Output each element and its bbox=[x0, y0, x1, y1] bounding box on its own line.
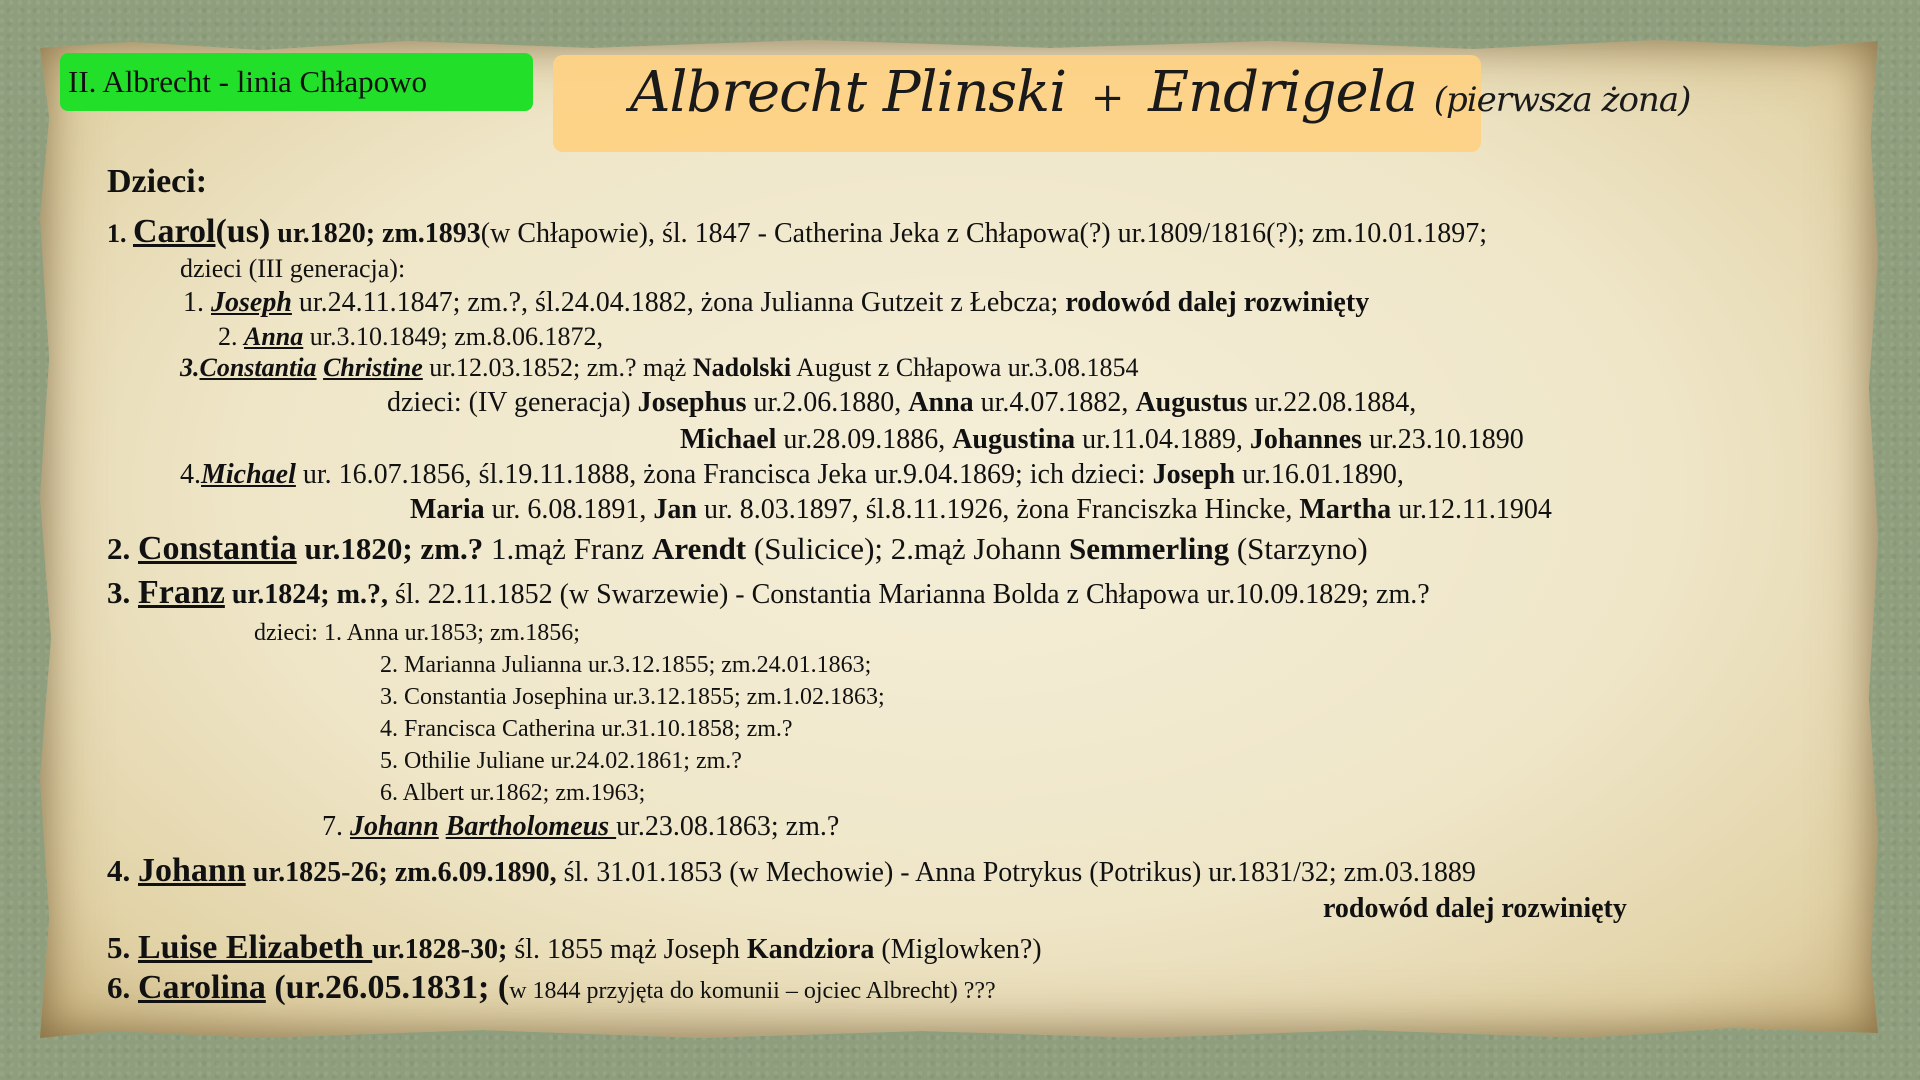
child-3-kid-2: 2. Marianna Julianna ur.3.12.1855; zm.24.01.1863; bbox=[380, 652, 872, 678]
grandchild-3-children-1: dzieci: (IV generacja) Josephus ur.2.06.1880, Anna ur.4.07.1882, Augustus ur.22.08.1884, bbox=[387, 387, 1417, 418]
title-husband: Albrecht Plinski bbox=[630, 60, 1066, 125]
section-badge-label: II. Albrecht - linia Chłapowo bbox=[68, 64, 427, 99]
child-3-line: 3. Franz ur.1824; m.?, śl. 22.11.1852 (w Swarzewie) - Constantia Marianna Bolda z Chłapowa ur.10.09.1829; zm.? bbox=[107, 574, 1430, 611]
child-1-children-heading: dzieci (III generacja): bbox=[180, 254, 406, 283]
title-plus: + bbox=[1090, 75, 1124, 121]
child-4-line: 4. Johann ur.1825-26; zm.6.09.1890, śl. 31.01.1853 (w Mechowie) - Anna Potrykus (Potrikus) ur.1831/32; zm.03.1889 bbox=[107, 852, 1476, 889]
grandchild-1: 1. Joseph ur.24.11.1847; zm.?, śl.24.04.1882, żona Julianna Gutzeit z Łebcza; rodowód dalej rozwinięty bbox=[183, 287, 1370, 318]
grandchild-4-children: Maria ur. 6.08.1891, Jan ur. 8.03.1897, śl.8.11.1926, żona Franciszka Hincke, Martha ur.12.11.1904 bbox=[410, 494, 1552, 525]
child-3-kid-7: 7. Johann Bartholomeus ur.23.08.1863; zm.? bbox=[322, 811, 840, 842]
child-6-name: Carolina bbox=[138, 969, 266, 1006]
child-5-line: 5. Luise Elizabeth ur.1828-30; śl. 1855 mąż Joseph Kandziora (Miglowken?) bbox=[107, 929, 1042, 966]
child-3-kid-6: 6. Albert ur.1862; zm.1963; bbox=[380, 780, 646, 806]
child-3-kid-4: 4. Francisca Catherina ur.31.10.1858; zm.? bbox=[380, 716, 793, 742]
grandchild-3-children-2: Michael ur.28.09.1886, Augustina ur.11.04.1889, Johannes ur.23.10.1890 bbox=[680, 424, 1524, 455]
title-subtitle: (pierwsza żona) bbox=[1433, 80, 1691, 120]
child-6-line: 6. Carolina (ur.26.05.1831; (w 1844 przyjęta do komunii – ojciec Albrecht) ??? bbox=[107, 969, 996, 1006]
child-3-kid-5: 5. Othilie Juliane ur.24.02.1861; zm.? bbox=[380, 748, 742, 774]
grandchild-4: 4.Michael ur. 16.07.1856, śl.19.11.1888, żona Francisca Jeka ur.9.04.1869; ich dzieci: Joseph ur.16.01.1890, bbox=[180, 459, 1404, 490]
children-heading: Dzieci: bbox=[107, 163, 208, 200]
child-3-kid-1: dzieci: 1. Anna ur.1853; zm.1856; bbox=[254, 620, 580, 646]
child-2-line: 2. Constantia ur.1820; zm.? 1.mąż Franz Arendt (Sulicice); 2.mąż Johann Semmerling (Starzyno) bbox=[107, 530, 1368, 567]
child-1-name: Carol bbox=[133, 213, 216, 250]
grandchild-2: 2. Anna ur.3.10.1849; zm.8.06.1872, bbox=[218, 322, 603, 351]
child-1-line: 1. Carol(us) ur.1820; zm.1893(w Chłapowie), śl. 1847 - Catherina Jeka z Chłapowa(?) ur.1809/1816(?); zm.10.01.1897; bbox=[107, 213, 1488, 250]
section-badge bbox=[60, 53, 533, 111]
page-title bbox=[630, 60, 1690, 125]
child-3-kid-3: 3. Constantia Josephina ur.3.12.1855; zm.1.02.1863; bbox=[380, 684, 885, 710]
child-3-name: Franz bbox=[138, 574, 225, 611]
child-5-name: Luise Elizabeth bbox=[138, 929, 373, 966]
title-wife: Endrigela bbox=[1148, 60, 1417, 125]
child-4-note: rodowód dalej rozwinięty bbox=[1323, 893, 1627, 924]
grandchild-3: 3.Constantia Christine ur.12.03.1852; zm.? mąż Nadolski August z Chłapowa ur.3.08.1854 bbox=[180, 353, 1139, 382]
child-4-name: Johann bbox=[138, 852, 246, 889]
child-2-name: Constantia bbox=[138, 530, 297, 567]
